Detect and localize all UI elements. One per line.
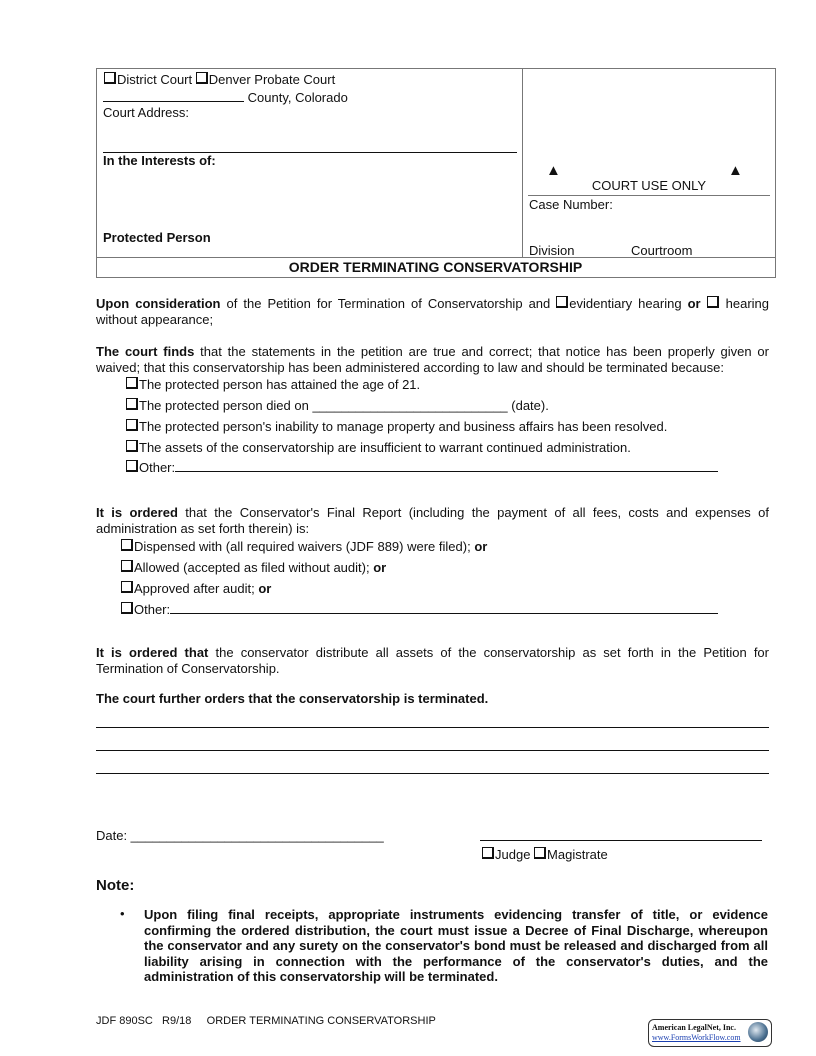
judge-checkbox[interactable]: [482, 847, 494, 859]
district-court-checkbox[interactable]: [104, 72, 116, 84]
judicial-officer-options: [482, 847, 608, 862]
or-label: or: [258, 581, 272, 596]
magistrate-label: Magistrate: [547, 847, 608, 862]
reason-item: [126, 460, 718, 475]
reason-label: The protected person died on ___________________________ (date).: [139, 398, 549, 413]
report-option-label: Other:: [134, 602, 171, 617]
reason-label: The protected person's inability to manage property and business affairs has been resolved.: [139, 419, 668, 434]
globe-icon: [748, 1022, 768, 1042]
protected-person-label: Protected Person: [103, 230, 211, 245]
judge-label: Judge: [495, 847, 531, 862]
denver-probate-checkbox[interactable]: [196, 72, 208, 84]
report-option-checkbox[interactable]: [121, 602, 133, 614]
termination-statement: The court further orders that the conservatorship is terminated.: [96, 691, 489, 706]
p3-bold: It is ordered: [96, 505, 178, 520]
distribution-paragraph: [96, 645, 769, 677]
p3-text: that the Conservator's Final Report (including the payment of all fees, costs and expenses of administration as set forth therein) is:: [96, 505, 769, 536]
or-label: or: [681, 296, 707, 311]
report-option: [121, 560, 386, 575]
report-option-label: Dispensed with (all required waivers (JDF 889) were filed);: [134, 539, 471, 554]
reason-checkbox[interactable]: [126, 460, 138, 472]
reason-label: Other:: [139, 460, 176, 475]
report-option-label: Approved after audit;: [134, 581, 255, 596]
american-legalnet-logo[interactable]: [648, 1019, 772, 1047]
logo-link[interactable]: www.FormsWorkFlow.com: [652, 1033, 741, 1042]
court-use-only-label: COURT USE ONLY: [591, 178, 707, 193]
p4-text: the conservator distribute all assets of the conservatorship as set forth in the Petition for Termination of Conservatorship.: [96, 645, 769, 676]
interests-label: In the Interests of:: [103, 153, 216, 168]
report-option: [121, 539, 487, 554]
court-address-label: Court Address:: [103, 105, 189, 120]
note-text: Upon filing final receipts, appropriate instruments evidencing transfer of title, or evidence confirming the ordered distribution, the court must issue a Decree of Final Discharge, whereupon the conservator and any surety on the conservator's bond must be released and discharged from all liability arising in connection with the performance of the conservator's duties, and the administration of this conservatorship will be terminated.: [144, 907, 768, 984]
additional-orders-line[interactable]: [96, 773, 769, 774]
p1-text: of the Petition for Termination of Conservatorship and: [220, 296, 557, 311]
or-label: or: [474, 539, 488, 554]
courtroom-label: Courtroom: [631, 243, 693, 258]
findings-paragraph: [96, 344, 769, 376]
document-title: ORDER TERMINATING CONSERVATORSHIP: [288, 259, 583, 275]
report-option-checkbox[interactable]: [121, 581, 133, 593]
p2-text: that the statements in the petition are true and correct; that notice has been properly given or waived; that this conservatorship has been administered according to law and should be terminated because:: [96, 344, 769, 375]
date-field[interactable]: Date: ___________________________________: [96, 828, 384, 843]
hearing-without-appearance-label: hearing without appearance;: [96, 296, 769, 327]
final-report-paragraph: [96, 505, 769, 537]
consideration-paragraph: [96, 296, 769, 328]
magistrate-checkbox[interactable]: [534, 847, 546, 859]
report-option: [121, 581, 271, 596]
additional-orders-line[interactable]: [96, 750, 769, 751]
hearing-without-appearance-checkbox[interactable]: [707, 296, 719, 308]
county-blank[interactable]: [103, 91, 244, 102]
p4-bold: It is ordered that: [96, 645, 209, 660]
or-label: or: [373, 560, 387, 575]
p1-bold: Upon consideration: [96, 296, 221, 311]
divider: [528, 195, 770, 196]
reason-item: [126, 377, 420, 392]
triangle-up-icon: ▲: [546, 162, 561, 179]
bullet-icon: •: [120, 906, 125, 921]
report-option-checkbox[interactable]: [121, 539, 133, 551]
reason-item: [126, 398, 549, 413]
evidentiary-hearing-checkbox[interactable]: [556, 296, 568, 308]
form-id: JDF 890SC R9/18 ORDER TERMINATING CONSERVATORSHIP: [96, 1015, 436, 1027]
additional-orders-line[interactable]: [96, 727, 769, 728]
signature-line[interactable]: [480, 840, 762, 841]
p2-bold: The court finds: [96, 344, 195, 359]
reason-checkbox[interactable]: [126, 419, 138, 431]
reason-checkbox[interactable]: [126, 440, 138, 452]
reason-checkbox[interactable]: [126, 377, 138, 389]
triangle-up-icon: ▲: [728, 162, 743, 179]
court-options: [104, 72, 335, 87]
evidentiary-hearing-label: evidentiary hearing: [569, 296, 682, 311]
report-option-label: Allowed (accepted as filed without audit);: [134, 560, 370, 575]
denver-probate-label: Denver Probate Court: [208, 72, 336, 87]
other-report-field[interactable]: [170, 603, 718, 614]
note-heading: Note:: [96, 877, 135, 894]
report-option: [121, 602, 718, 617]
case-number-label: Case Number:: [529, 197, 613, 212]
division-label: Division: [529, 243, 575, 258]
reason-item: [126, 440, 631, 455]
county-label: County, Colorado: [247, 90, 348, 105]
other-reason-field[interactable]: [175, 461, 718, 472]
reason-label: The protected person has attained the age of 21.: [139, 377, 421, 392]
district-court-label: District Court: [117, 72, 193, 87]
reason-checkbox[interactable]: [126, 398, 138, 410]
county-line: [103, 90, 348, 105]
logo-line1: American LegalNet, Inc.: [652, 1023, 736, 1032]
caption-divider: [522, 68, 523, 258]
report-option-checkbox[interactable]: [121, 560, 133, 572]
reason-label: The assets of the conservatorship are insufficient to warrant continued administration.: [139, 440, 631, 455]
reason-item: [126, 419, 667, 434]
